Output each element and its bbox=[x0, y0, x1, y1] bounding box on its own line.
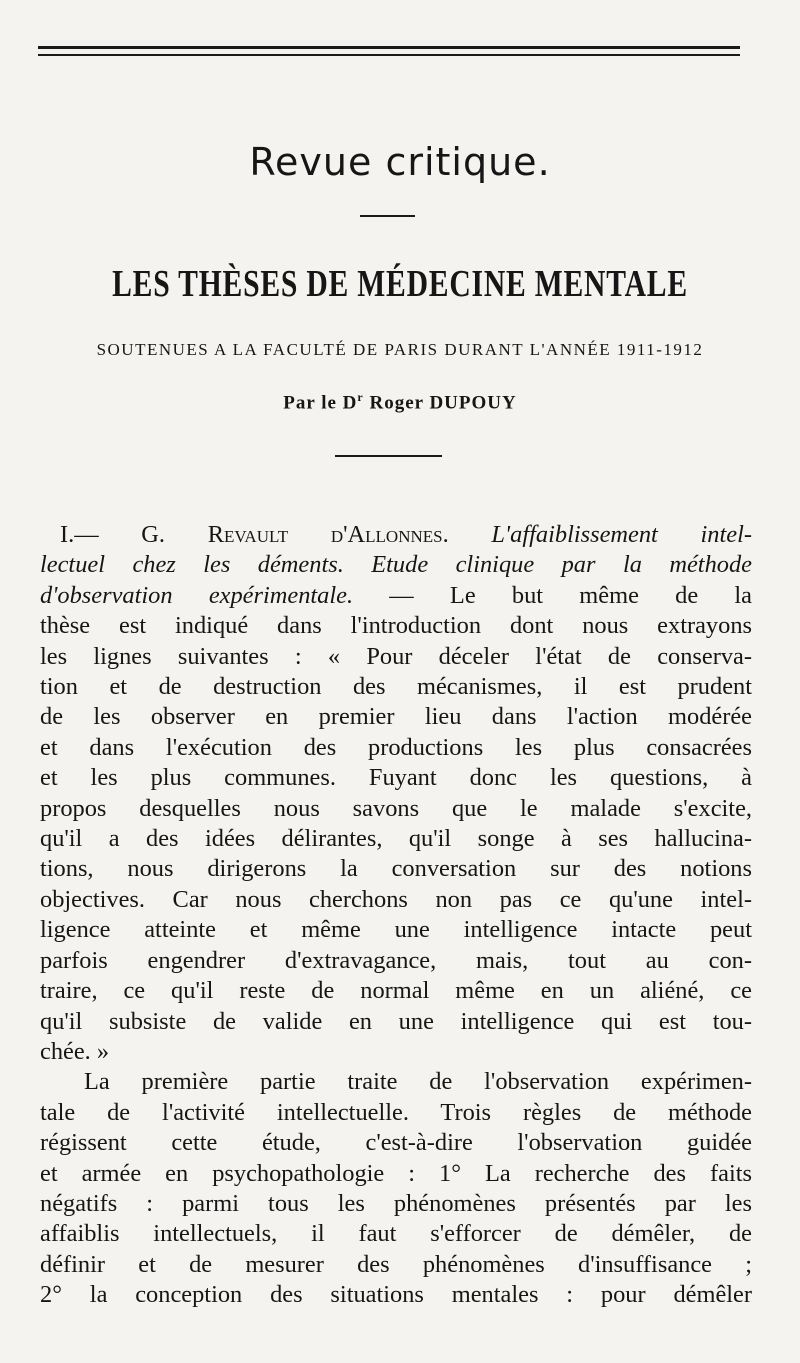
text-line: les lignes suivantes : « Pour déceler l'état de conserva- bbox=[40, 642, 752, 670]
text-line: chée. » bbox=[40, 1037, 110, 1065]
text-line: I.— G. Revault d'Allonnes. L'affaiblissement intel- bbox=[60, 521, 752, 548]
text-line: parfois engendrer d'extravagance, mais, tout au con- bbox=[40, 946, 752, 974]
article-title: LES THÈSES DE MÉDECINE MENTALE bbox=[112, 263, 688, 305]
text-line: La première partie traite de l'observation expérimen- bbox=[84, 1068, 752, 1096]
text-line: affaiblis intellectuels, il faut s'efforcer de démêler, de bbox=[40, 1220, 752, 1248]
section-title: Revue critique. bbox=[249, 140, 551, 184]
byline-prefix: Par le D bbox=[283, 392, 358, 414]
text-line: régissent cette étude, c'est-à-dire l'observation guidée bbox=[40, 1129, 752, 1157]
text-line: qu'il subsiste de valide en une intelligence qui est tou- bbox=[40, 1007, 752, 1035]
text-line: tale de l'activité intellectuelle. Trois règles de méthode bbox=[40, 1098, 752, 1126]
byline-divider bbox=[335, 455, 442, 457]
author-name: Roger DUPOUY bbox=[369, 392, 517, 414]
text-line: thèse est indiqué dans l'introduction dont nous extrayons bbox=[40, 612, 752, 640]
text-line: d'observation expérimentale. — Le but même de la bbox=[40, 581, 752, 609]
title-divider bbox=[360, 215, 415, 217]
article-subtitle: SOUTENUES A LA FACULTÉ DE PARIS DURANT L'ANNÉE 1911-1912 bbox=[96, 340, 704, 359]
text-line: propos desquelles nous savons que le malade s'excite, bbox=[40, 794, 752, 822]
text-line: définir et de mesurer des phénomènes d'insuffisance ; bbox=[40, 1250, 752, 1278]
byline-sup: r bbox=[357, 390, 364, 404]
text-line: lectuel chez les déments. Etude clinique par la méthode bbox=[40, 551, 752, 579]
header-double-rule bbox=[38, 46, 740, 58]
text-line: négatifs : parmi tous les phénomènes présentés par les bbox=[40, 1189, 752, 1217]
byline bbox=[0, 390, 800, 414]
text-line: ligence atteinte et même une intelligence intacte peut bbox=[40, 916, 752, 944]
text-line: objectives. Car nous cherchons non pas ce qu'une intel- bbox=[40, 885, 752, 913]
text-line: et dans l'exécution des productions les plus consacrées bbox=[40, 733, 752, 761]
text-line: et armée en psychopathologie : 1° La recherche des faits bbox=[40, 1159, 752, 1187]
text-line: tion et de destruction des mécanismes, il est prudent bbox=[40, 673, 752, 701]
text-line: tions, nous dirigerons la conversation sur des notions bbox=[40, 855, 752, 883]
text-line: et les plus communes. Fuyant donc les questions, à bbox=[40, 764, 752, 792]
text-line: traire, ce qu'il reste de normal même en un aliéné, ce bbox=[40, 977, 752, 1005]
text-line: de les observer en premier lieu dans l'action modérée bbox=[40, 703, 752, 731]
body-text bbox=[40, 520, 752, 1311]
text-line: 2° la conception des situations mentales : pour démêler bbox=[40, 1281, 752, 1309]
text-line: qu'il a des idées délirantes, qu'il songe à ses hallucina- bbox=[40, 825, 752, 853]
